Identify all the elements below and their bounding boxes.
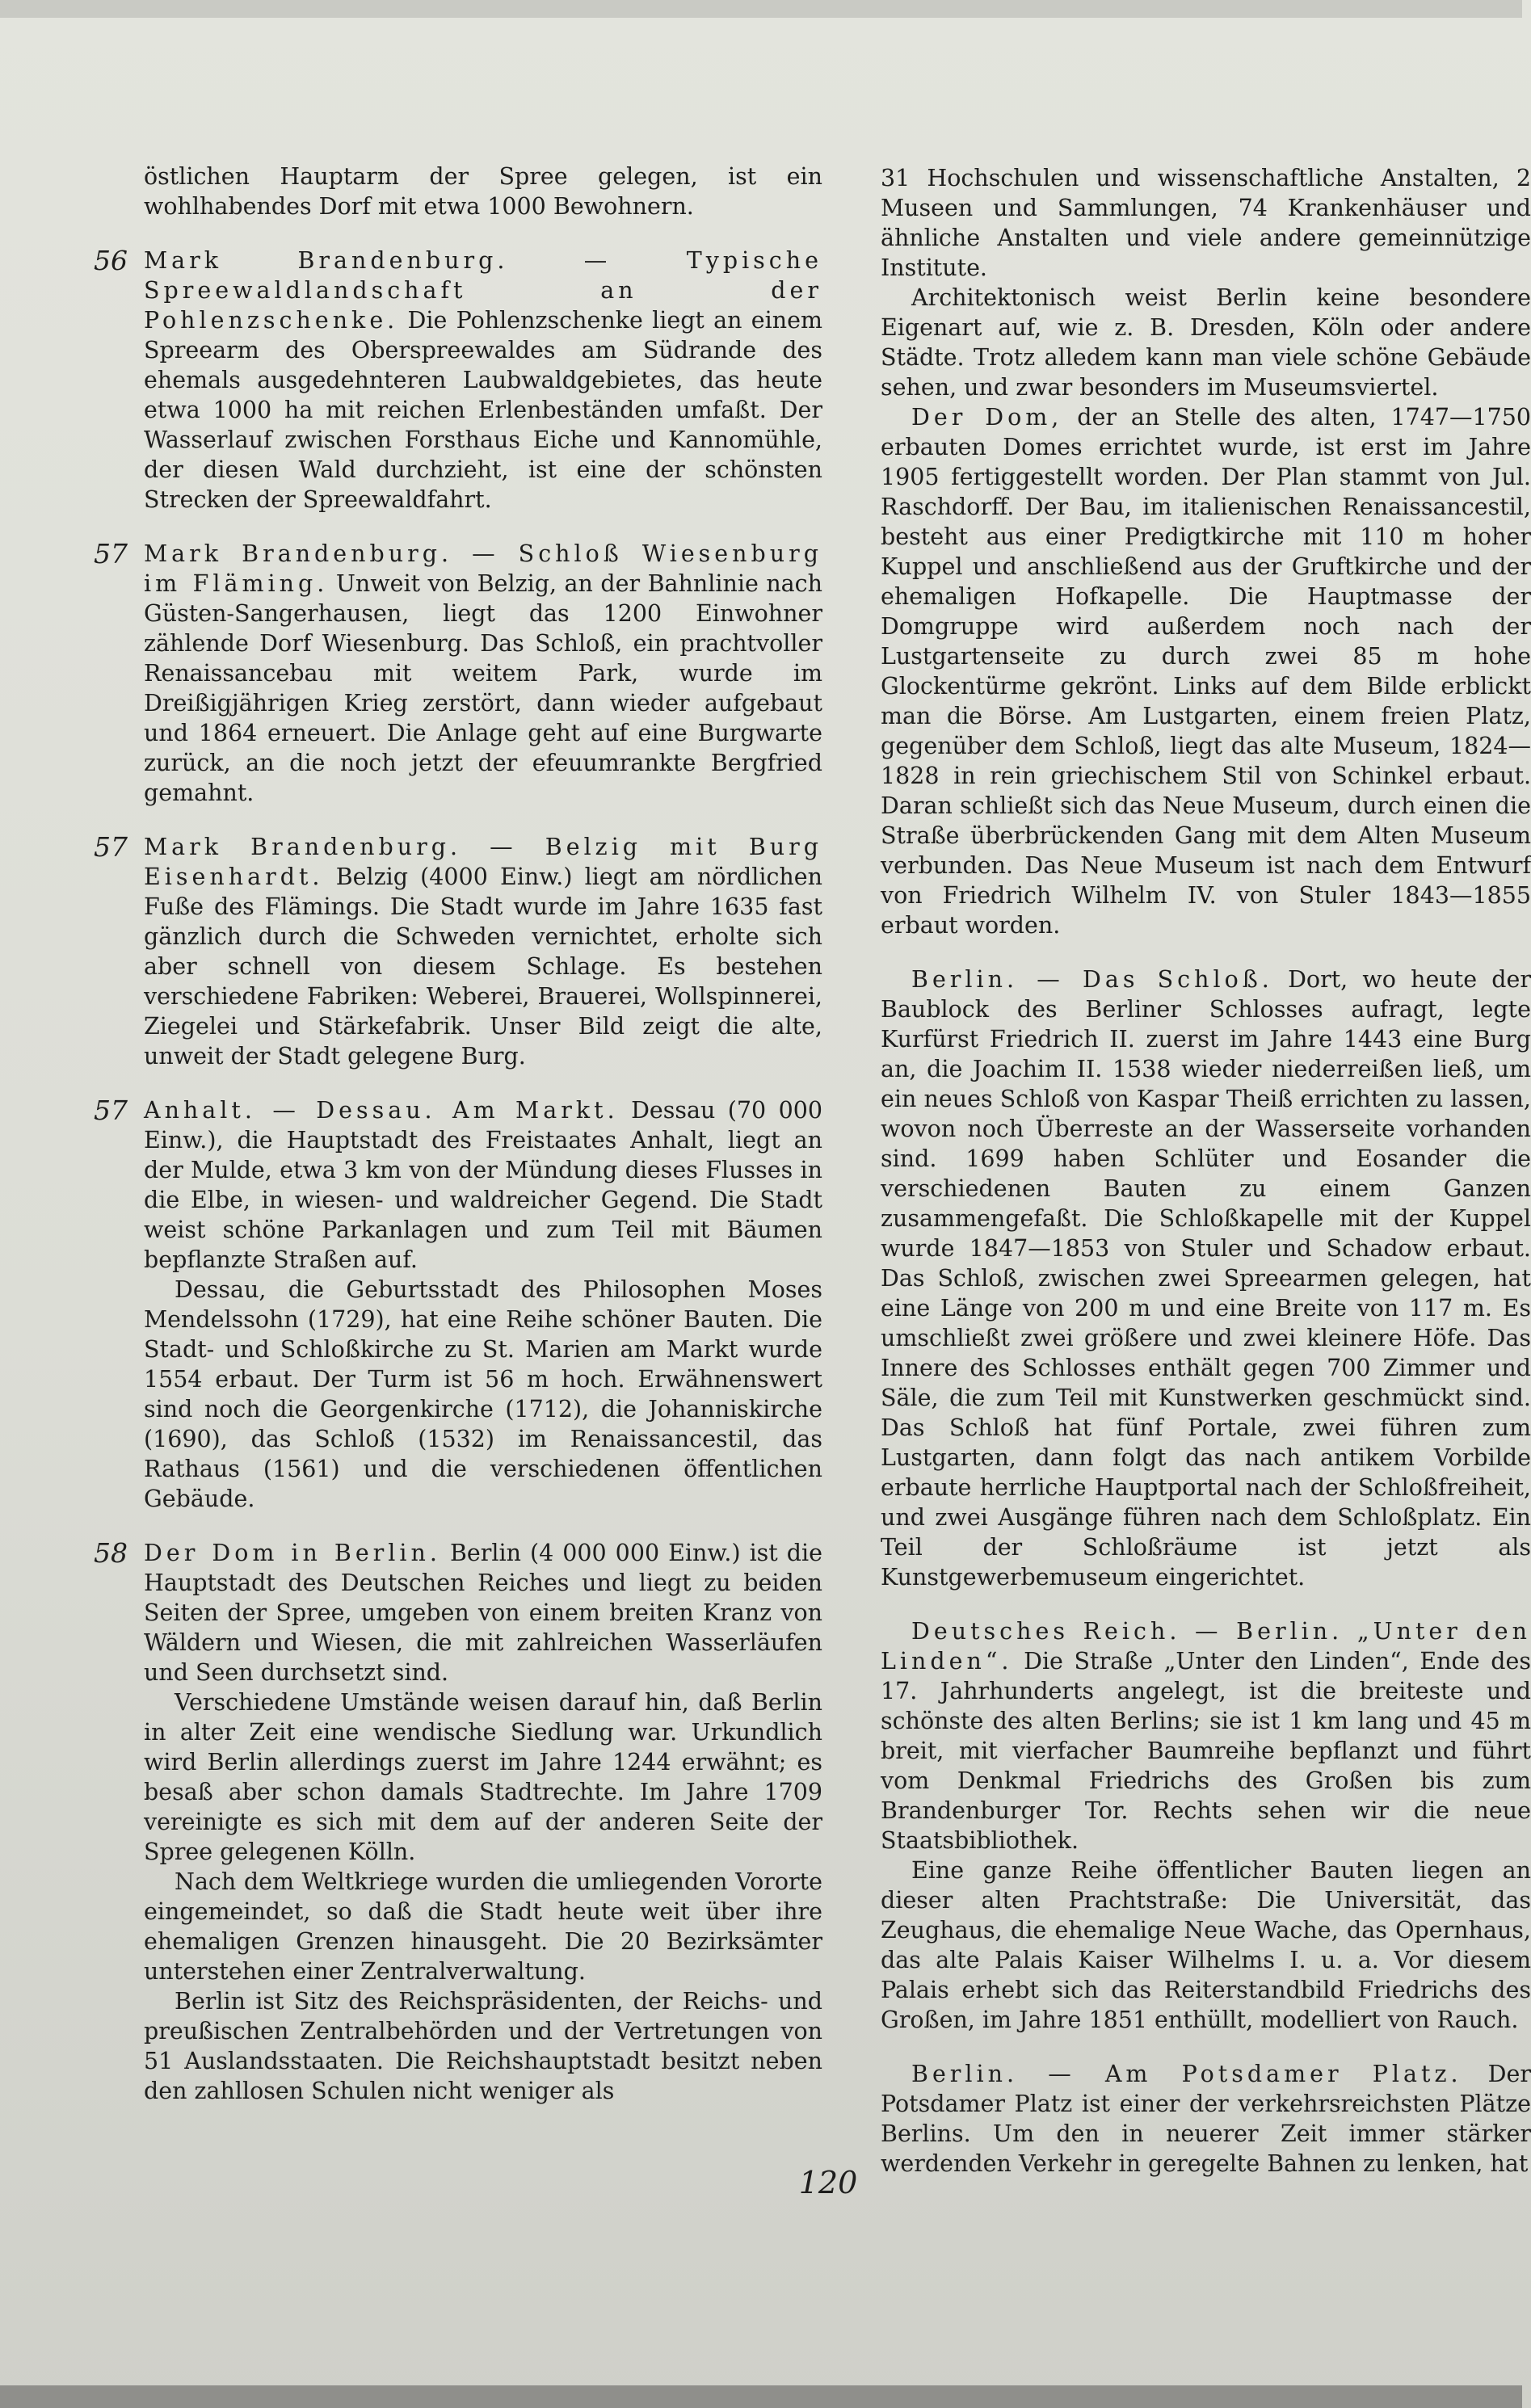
paragraph: Mark Brandenburg. — Schloß Wiesenburg im Fläming. Unweit von Belzig, an der Bahnlinie nach Güsten-Sangerhausen, liegt das 1200 Einwohner zählende Dorf Wiesenburg. Das Schloß, ein prachtvoller Renaissancebau mit weitem Park, wurde im Dreißigjährigen Krieg zerstört, dann wieder aufgebaut und 1864 erneuert. Die Anlage geht auf eine Burgwarte zurück, an die noch jetzt der efeuumrankte Bergfried gemahnt.	[144, 540, 822, 806]
entry-heading: Mark Brandenburg. — Schloß Wiesenburg im Fläming.	[144, 540, 822, 597]
entry-unter-den-linden	[881, 1616, 1531, 2035]
entry-berlin-continued	[881, 163, 1531, 940]
plate-number: 56	[94, 245, 128, 276]
left-column	[94, 162, 823, 2106]
page-shadow-top	[0, 0, 1522, 18]
entry-heading: Mark Brandenburg. — Belzig mit Burg Eisenhardt.	[144, 834, 822, 890]
entry-potsdamer-platz	[881, 2059, 1531, 2179]
entry-heading: Der Dom in Berlin.	[144, 1540, 441, 1566]
entry-56-pohlenzschenke	[94, 245, 823, 515]
entry-heading: Anhalt. — Dessau. Am Markt.	[144, 1097, 619, 1124]
paragraph: Der Dom in Berlin. Berlin (4 000 000 Einw.) ist die Hauptstadt des Deutschen Reiches und liegt zu beiden Seiten der Spree, umgeben von einem breiten Kranz von Wäldern und Wiesen, die mit zahlreichen Wasserläufen und Seen durchsetzt sind.	[144, 1540, 823, 1686]
entry-berlin-schloss	[881, 964, 1531, 1592]
paragraph: Berlin. — Das Schloß. Dort, wo heute der Baublock des Berliner Schlosses aufragt, legte Kurfürst Friedrich II. zuerst im Jahre 1443 eine Burg an, die Joachim II. 1538 wieder niederreißen ließ, um ein neues Schloß von Kaspar Theiß errichten zu lassen, wovon noch Überreste an der Wasserseite vorhanden sind. 1699 haben Schlüter und Eosander die verschiedenen Bauten zu einem Ganzen zusammengefaßt. Die Schloßkapelle mit der Kuppel wurde 1847—1853 von Stuler und Schadow erbaut. Das Schloß, zwischen zwei Spreearmen gelegen, hat eine Länge von 200 m und eine Breite von 117 m. Es umschließt zwei größere und zwei kleinere Höfe. Das Innere des Schlosses enthält gegen 700 Zimmer und Säle, die zum Teil mit Kunstwerken geschmückt sind. Das Schloß hat fünf Portale, zwei führen zum Lustgarten, dann folgt das nach antikem Vorbilde erbaute herrliche Hauptportal nach der Schloßfreiheit, und zwei Ausgänge führen nach dem Schloßplatz. Ein Teil der Schloßräume ist jetzt als Kunstgewerbemuseum eingerichtet.	[881, 966, 1531, 1591]
paragraph: Architektonisch weist Berlin keine besondere Eigenart auf, wie z. B. Dresden, Köln oder andere Städte. Trotz alledem kann man viele schöne Gebäude sehen, und zwar besonders im Museumsviertel.	[881, 284, 1531, 401]
entry-heading: Der Dom,	[911, 404, 1063, 431]
page-edge-bottom	[0, 2385, 1522, 2408]
right-column	[881, 163, 1531, 2179]
entry-heading: Berlin. — Das Schloß.	[911, 966, 1273, 993]
entry-57-belzig	[94, 831, 822, 1071]
paragraph: Der Dom, der an Stelle des alten, 1747—1750 erbauten Domes errichtet wurde, ist erst im Jahre 1905 fertiggestellt worden. Der Plan stammt von Jul. Raschdorff. Der Bau, im italienischen Renaissancestil, besteht aus einer Predigtkirche mit 110 m hoher Kuppel und anschließend aus der Gruftkirche und der ehemaligen Hofkapelle. Die Hauptmasse der Domgruppe wird außerdem noch nach der Lustgartenseite zu durch zwei 85 m hohe Glockentürme gekrönt. Links auf dem Bilde erblickt man die Börse. Am Lustgarten, einem freien Platz, gegenüber dem Schloß, liegt das alte Museum, 1824—1828 in rein griechischem Stil von Schinkel erbaut. Daran schließt sich das Neue Museum, durch einen die Straße überbrückenden Gang mit dem Alten Museum verbunden. Das Neue Museum ist nach dem Entwurf von Friedrich Wilhelm IV. von Stuler 1843—1855 erbaut worden.	[881, 404, 1531, 939]
entry-58-berliner-dom	[94, 1537, 823, 2106]
entry-57-dessau	[94, 1095, 822, 1514]
paragraph: Verschiedene Umstände weisen darauf hin, daß Berlin in alter Zeit eine wendische Siedlung war. Urkundlich wird Berlin allerdings zuerst im Jahre 1244 erwähnt; es besaß aber schon damals Stadtrechte. Im Jahre 1709 vereinigte es sich mit dem auf der anderen Seite der Spree gelegenen Kölln.	[144, 1689, 822, 1865]
plate-number: 57	[94, 831, 128, 863]
paragraph: Dessau, die Geburtsstadt des Philosophen Moses Mendelssohn (1729), hat eine Reihe schöner Bauten. Die Stadt- und Schloßkirche zu St. Marien am Markt wurde 1554 erbaut. Der Turm ist 56 m hoch. Erwähnenswert sind noch die Georgenkirche (1712), die Johanniskirche (1690), das Schloß (1532) im Renaissancestil, das Rathaus (1561) und die verschiedenen öffentlichen Gebäude.	[144, 1276, 822, 1512]
paragraph: Eine ganze Reihe öffentlicher Bauten liegen an dieser alten Prachtstraße: Die Universität, das Zeughaus, die ehemalige Neue Wache, das Opernhaus, das alte Palais Kaiser Wilhelms I. u. a. Vor diesem Palais erhebt sich das Reiterstandbild Friedrichs des Großen, im Jahre 1851 enthüllt, modelliert von Rauch.	[881, 1857, 1531, 2033]
page-number: 120	[798, 2165, 858, 2200]
paragraph: Nach dem Weltkriege wurden die umliegenden Vororte eingemeindet, so daß die Stadt heute weit über ihre ehemaligen Grenzen hinausgeht. Die 20 Bezirksämter unterstehen einer Zentralverwaltung.	[144, 1868, 822, 1985]
plate-number: 58	[94, 1537, 128, 1569]
paragraph: Deutsches Reich. — Berlin. „Unter den Linden“. Die Straße „Unter den Linden“, Ende des 17. Jahrhunderts angelegt, ist die breiteste und schönste des alten Berlins; sie ist 1 km lang und 45 m breit, mit vierfacher Baumreihe bepflanzt und führt vom Denkmal Friedrichs des Großen bis zum Brandenburger Tor. Rechts sehen wir die neue Staatsbibliothek.	[881, 1618, 1531, 1854]
paragraph: Berlin. — Am Potsdamer Platz. Der Potsdamer Platz ist einer der verkehrsreichsten Plätze Berlins. Um den in neuerer Zeit immer stärker werdenden Verkehr in geregelte Bahnen zu lenken, hat	[881, 2061, 1531, 2177]
entry-heading: Mark Brandenburg. — Typische Spreewaldlandschaft an der Pohlenzschenke.	[144, 247, 822, 334]
entry-heading: Berlin. — Am Potsdamer Platz.	[911, 2061, 1462, 2087]
paragraph: Berlin ist Sitz des Reichspräsidenten, der Reichs- und preußischen Zentralbehörden und der Vertretungen von 51 Auslandsstaaten. Die Reichshauptstadt besitzt neben den zahllosen Schulen nicht weniger als	[144, 1988, 822, 2104]
entry-heading: Deutsches Reich. — Berlin. „Unter den Linden“.	[881, 1618, 1531, 1675]
paragraph: Mark Brandenburg. — Belzig mit Burg Eisenhardt. Belzig (4000 Einw.) liegt am nördlichen Fuße des Flämings. Die Stadt wurde im Jahre 1635 fast gänzlich durch die Schweden vernichtet, erholte sich aber schnell von diesem Schlage. Es bestehen verschiedene Fabriken: Weberei, Brauerei, Wollspinnerei, Ziegelei und Stärkefabrik. Unser Bild zeigt die alte, unweit der Stadt gelegene Burg.	[144, 834, 822, 1070]
paragraph: Mark Brandenburg. — Typische Spreewaldlandschaft an der Pohlenzschenke. Die Pohlenzschenke liegt an einem Spreearm des Oberspreewaldes am Südrande des ehemals ausgedehnteren Laubwaldgebietes, das heute etwa 1000 ha mit reichen Erlenbeständen umfaßt. Der Wasserlauf zwischen Forsthaus Eiche und Kannomühle, der diesen Wald durchzieht, ist eine der schönsten Strecken der Spreewaldfahrt.	[144, 247, 823, 513]
entry-spree-village	[144, 162, 822, 221]
paragraph: 31 Hochschulen und wissenschaftliche Anstalten, 2 Museen und Sammlungen, 74 Krankenhäuser und ähnliche Anstalten und viele andere gemeinnützige Institute.	[881, 165, 1531, 281]
paragraph: östlichen Hauptarm der Spree gelegen, ist ein wohlhabendes Dorf mit etwa 1000 Bewohnern.	[144, 163, 822, 220]
plate-number: 57	[94, 1095, 128, 1126]
entry-57-wiesenburg	[94, 538, 822, 808]
paragraph: Anhalt. — Dessau. Am Markt. Dessau (70 000 Einw.), die Hauptstadt des Freistaates Anhalt, liegt an der Mulde, etwa 3 km von der Mündung dieses Flusses in die Elbe, in wiesen- und waldreicher Gegend. Die Stadt weist schöne Parkanlagen und zum Teil mit Bäumen bepflanzte Straßen auf.	[144, 1097, 822, 1273]
plate-number: 57	[94, 538, 128, 569]
